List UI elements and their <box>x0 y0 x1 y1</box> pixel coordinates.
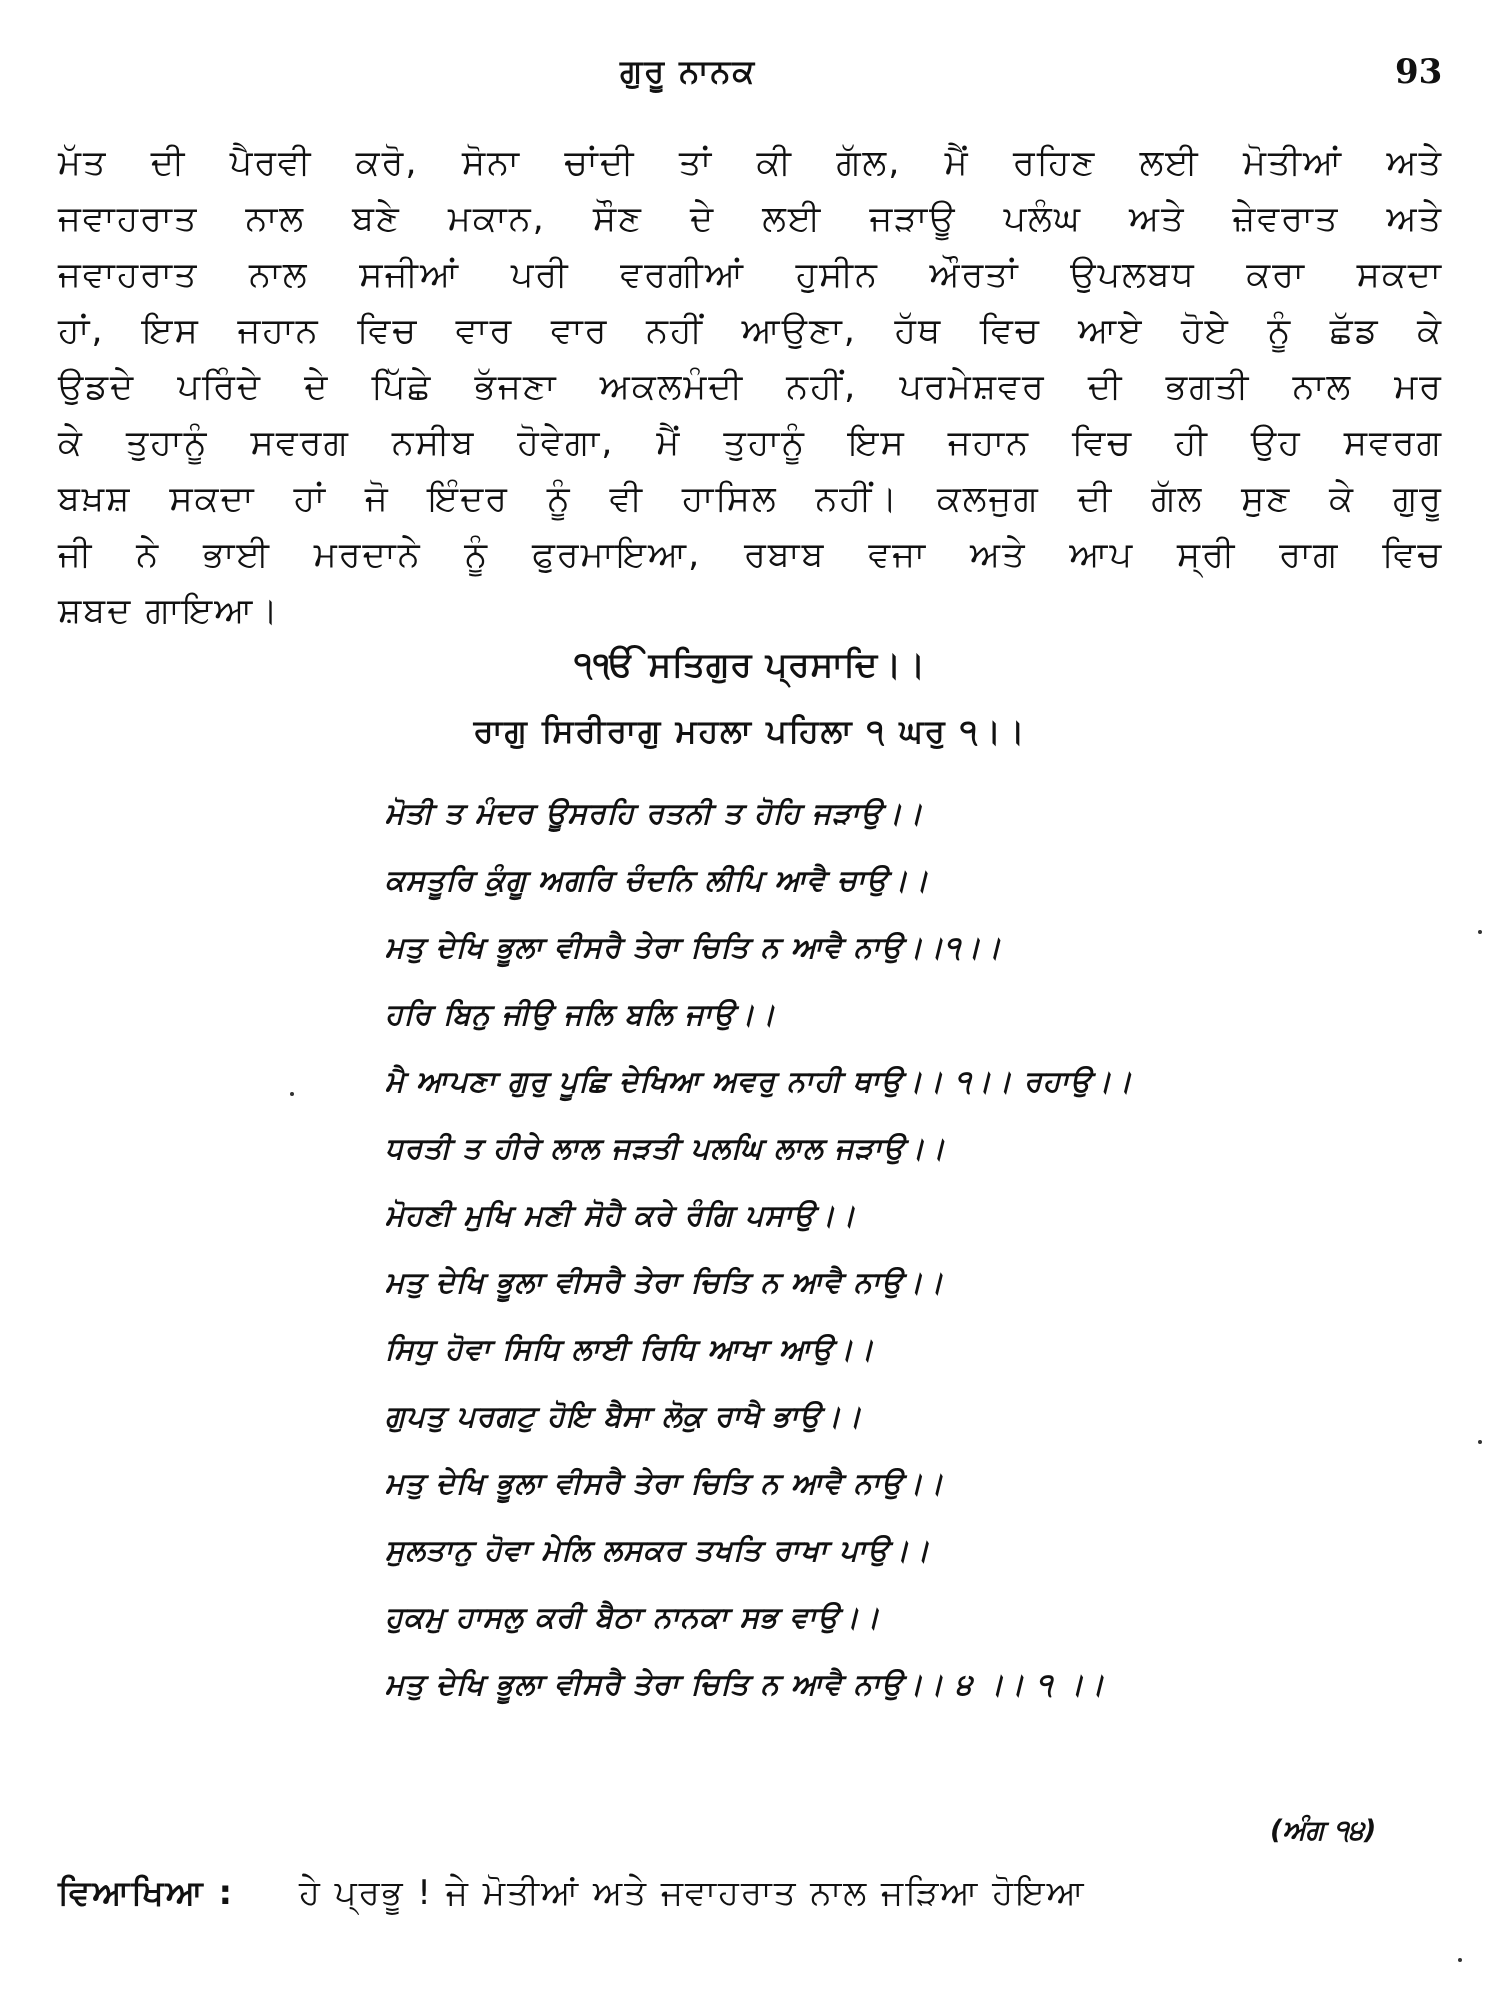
mool-mantar-heading: ੧ੴ ਸਤਿਗੁਰ ਪ੍ਰਸਾਦਿ।। <box>573 645 927 685</box>
raag-heading: ਰਾਗੁ ਸਿਰੀਰਾਗੁ ਮਹਲਾ ਪਹਿਲਾ ੧ ਘਰੁ ੧।। <box>473 712 1027 750</box>
verse-line: ਮੈ ਆਪਣਾ ਗੁਰੁ ਪੂਛਿ ਦੇਖਿਆ ਅਵਰੁ ਨਾਹੀ ਥਾਉ।। ੧।। ਰਹਾਉ।। <box>385 1064 1133 1098</box>
verse-line: ਮੋਤੀ ਤ ਮੰਦਰ ਊਸਰਹਿ ਰਤਨੀ ਤ ਹੋਹਿ ਜੜਾਉ।। <box>385 796 924 830</box>
verse-line: ਮਤੁ ਦੇਖਿ ਭੂਲਾ ਵੀਸਰੈ ਤੇਰਾ ਚਿਤਿ ਨ ਆਵੈ ਨਾਉ।। ੪ ।। ੧ ।। <box>385 1667 1106 1701</box>
scan-speck <box>1478 930 1482 934</box>
verse-line: ਸੁਲਤਾਨੁ ਹੋਵਾ ਮੇਲਿ ਲਸਕਰ ਤਖਤਿ ਰਾਖਾ ਪਾਉ।। <box>385 1533 931 1567</box>
commentary-text: ਹੇ ਪ੍ਰਭੂ ! ਜੇ ਮੋਤੀਆਂ ਅਤੇ ਜਵਾਹਰਾਤ ਨਾਲ ਜੜਿਆ ਹੋਇਆ <box>298 1873 1086 1913</box>
verse-line: ਸਿਧੁ ਹੋਵਾ ਸਿਧਿ ਲਾਈ ਰਿਧਿ ਆਖਾ ਆਉ।। <box>385 1332 875 1366</box>
page-number: 93 <box>1395 52 1443 92</box>
verse-line: ਮਤੁ ਦੇਖਿ ਭੂਲਾ ਵੀਸਰੈ ਤੇਰਾ ਚਿਤਿ ਨ ਆਵੈ ਨਾਉ।। <box>385 1265 945 1299</box>
prose-line: ਸ਼ਬਦ ਗਾਇਆ। <box>58 591 280 631</box>
prose-line: ਹਾਂ, ਇਸ ਜਹਾਨ ਵਿਚ ਵਾਰ ਵਾਰ ਨਹੀਂ ਆਉਣਾ, ਹੱਥ ਵਿਚ ਆਏ ਹੋਏ ਨੂੰ ਛੱਡ ਕੇ <box>58 311 1443 351</box>
verse-line: ਮਤੁ ਦੇਖਿ ਭੂਲਾ ਵੀਸਰੈ ਤੇਰਾ ਚਿਤਿ ਨ ਆਵੈ ਨਾਉ।। <box>385 1466 945 1500</box>
shabad-verses <box>385 780 1385 1718</box>
prose-line: ਜੀ ਨੇ ਭਾਈ ਮਰਦਾਨੇ ਨੂੰ ਫੁਰਮਾਇਆ, ਰਬਾਬ ਵਜਾ ਅਤੇ ਆਪ ਸ੍ਰੀ ਰਾਗ ਵਿਚ <box>58 535 1443 575</box>
verse-line: ਹੁਕਮੁ ਹਾਸਲੁ ਕਰੀ ਬੈਠਾ ਨਾਨਕਾ ਸਭ ਵਾਉ।। <box>385 1600 881 1634</box>
commentary <box>58 1865 1448 1921</box>
running-head <box>0 52 1500 102</box>
verse-line: ਮਤੁ ਦੇਖਿ ਭੂਲਾ ਵੀਸਰੈ ਤੇਰਾ ਚਿਤਿ ਨ ਆਵੈ ਨਾਉ।।੧।। <box>385 930 1002 964</box>
verse-line: ਧਰਤੀ ਤ ਹੀਰੇ ਲਾਲ ਜੜਤੀ ਪਲਘਿ ਲਾਲ ਜੜਾਉ।। <box>385 1131 946 1165</box>
prose-paragraph <box>58 135 1443 639</box>
scan-speck <box>290 1092 294 1096</box>
running-title: ਗੁਰੂ ਨਾਨਕ <box>620 52 757 90</box>
verse-line: ਗੁਪਤੁ ਪਰਗਟੁ ਹੋਇ ਬੈਸਾ ਲੋਕੁ ਰਾਖੈ ਭਾਉ।। <box>385 1399 863 1433</box>
ang-reference: (ਅੰਗ ੧੪) <box>1270 1815 1377 1846</box>
prose-line: ਜਵਾਹਰਾਤ ਨਾਲ ਬਣੇ ਮਕਾਨ, ਸੌਣ ਦੇ ਲਈ ਜੜਾਊ ਪਲੰਘ ਅਤੇ ਜ਼ੇਵਰਾਤ ਅਤੇ <box>58 199 1443 239</box>
verse-line: ਕਸਤੂਰਿ ਕੁੰਗੂ ਅਗਰਿ ਚੰਦਨਿ ਲੀਪਿ ਆਵੈ ਚਾਉ।। <box>385 863 930 897</box>
prose-line: ਜਵਾਹਰਾਤ ਨਾਲ ਸਜੀਆਂ ਪਰੀ ਵਰਗੀਆਂ ਹੁਸੀਨ ਔਰਤਾਂ ਉਪਲਬਧ ਕਰਾ ਸਕਦਾ <box>58 255 1443 295</box>
prose-line: ਮੱਤ ਦੀ ਪੈਰਵੀ ਕਰੋ, ਸੋਨਾ ਚਾਂਦੀ ਤਾਂ ਕੀ ਗੱਲ, ਮੈਂ ਰਹਿਣ ਲਈ ਮੋਤੀਆਂ ਅਤੇ <box>58 143 1443 183</box>
verse-line: ਮੋਹਣੀ ਮੁਖਿ ਮਣੀ ਸੋਹੈ ਕਰੇ ਰੰਗਿ ਪਸਾਉ।। <box>385 1198 857 1232</box>
prose-line: ਉਡਦੇ ਪਰਿੰਦੇ ਦੇ ਪਿੱਛੇ ਭੱਜਣਾ ਅਕਲਮੰਦੀ ਨਹੀਂ, ਪਰਮੇਸ਼ਵਰ ਦੀ ਭਗਤੀ ਨਾਲ ਮਰ <box>58 367 1443 407</box>
scan-speck <box>1458 1958 1462 1962</box>
prose-line: ਕੇ ਤੁਹਾਨੂੰ ਸਵਰਗ ਨਸੀਬ ਹੋਵੇਗਾ, ਮੈਂ ਤੁਹਾਨੂੰ ਇਸ ਜਹਾਨ ਵਿਚ ਹੀ ਉਹ ਸਵਰਗ <box>58 423 1443 463</box>
scan-speck <box>1478 1440 1482 1444</box>
verse-line: ਹਰਿ ਬਿਨੁ ਜੀਉ ਜਲਿ ਬਲਿ ਜਾਉ।। <box>385 997 777 1031</box>
commentary-label: ਵਿਆਖਿਆ : <box>58 1873 235 1913</box>
prose-line: ਬਖ਼ਸ਼ ਸਕਦਾ ਹਾਂ ਜੋ ਇੰਦਰ ਨੂੰ ਵੀ ਹਾਸਿਲ ਨਹੀਂ। ਕਲਜੁਗ ਦੀ ਗੱਲ ਸੁਣ ਕੇ ਗੁਰੂ <box>58 479 1443 519</box>
